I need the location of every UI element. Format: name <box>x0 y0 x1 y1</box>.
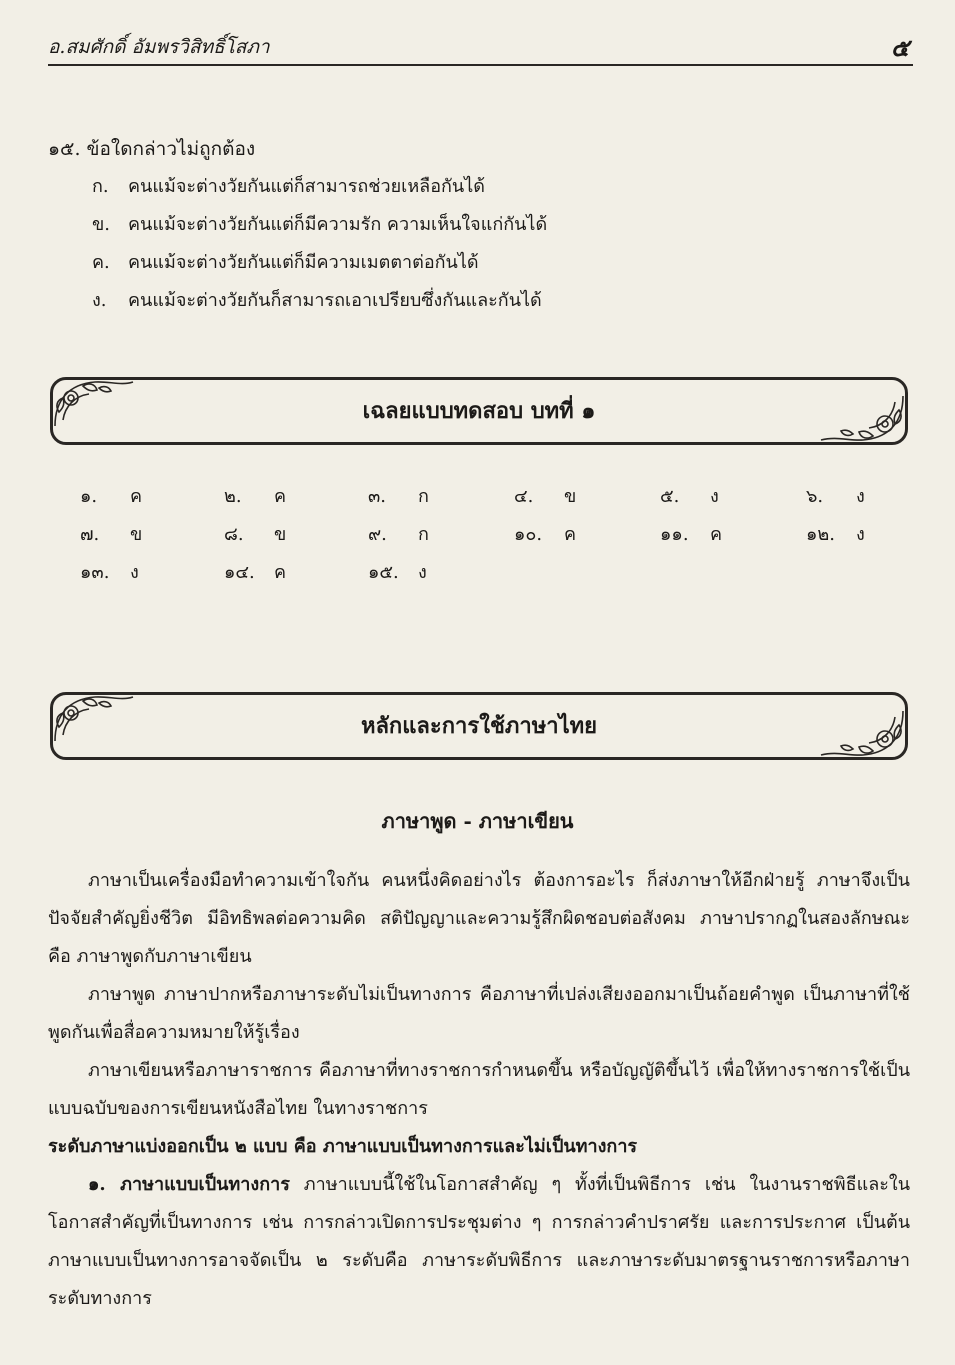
question-stem: ๑๕. ข้อใดกล่าวไม่ถูกต้อง <box>48 138 256 160</box>
answer-row <box>80 520 900 558</box>
option-label: ข. <box>92 214 111 235</box>
header-author: อ.สมศักดิ์ อัมพรวิสิทธิ์โสภา <box>48 36 270 58</box>
answer-key-grid <box>80 482 900 596</box>
paragraph <box>48 1166 910 1318</box>
answer-key-title: เฉลยแบบทดสอบ บทที่ ๑ <box>362 398 596 424</box>
answer-row <box>80 558 900 596</box>
paragraph-heading: ระดับภาษาแบ่งออกเป็น ๒ แบบ คือ ภาษาแบบเป็นทางการและไม่เป็นทางการ <box>48 1136 638 1157</box>
running-header <box>48 28 913 66</box>
answer-cell: ๑. ค <box>80 486 143 507</box>
answer-key-banner <box>50 377 908 445</box>
answer-cell: ๘. ข <box>224 524 287 545</box>
option-label: ง. <box>92 290 107 311</box>
question-option <box>48 172 908 210</box>
section-title-banner <box>50 692 908 760</box>
answer-cell: ๔. ข <box>514 486 577 507</box>
answer-cell: ๗. ข <box>80 524 143 545</box>
answer-cell: ๙. ก <box>368 524 429 545</box>
question-option <box>48 286 908 324</box>
paragraph: ภาษาเขียนหรือภาษาราชการ คือภาษาที่ทางราชการกำหนดขึ้น หรือบัญญัติขึ้นไว้ เพื่อให้ทางราชการใช้เป็นแบบฉบับของการเขียนหนังสือไทย ในทางราชการ <box>48 1060 910 1119</box>
paragraph-text: ภาษาแบบนี้ใช้ในโอกาสสำคัญ ๆ ทั้งที่เป็นพิธีการ เช่น ในงานราชพิธีและในโอกาสสำคัญที่เป็นทางการ เช่น การกล่าวเปิดการประชุมต่าง ๆ การกล่าวคำปราศรัย และการประกาศ เป็นต้น ภาษาแบบเป็นทางการอาจจัดเป็น ๒ ระดับคือ ภาษาระดับพิธีการ และภาษาระดับมาตรฐานราชการหรือภาษาระดับทางการ <box>48 1174 910 1309</box>
paragraph: ภาษาพูด ภาษาปากหรือภาษาระดับไม่เป็นทางการ คือภาษาที่เปล่งเสียงออกมาเป็นถ้อยคำพูด เป็นภาษาที่ใช้พูดกันเพื่อสื่อความหมายให้รู้เรื่อง <box>48 984 910 1043</box>
option-text: คนแม้จะต่างวัยกันก็สามารถเอาเปรียบซึ่งกันและกันได้ <box>128 290 542 311</box>
answer-cell: ๖. ง <box>806 486 865 507</box>
answer-cell: ๑๓. ง <box>80 562 139 583</box>
page-number: ๕ <box>890 33 909 62</box>
option-text: คนแม้จะต่างวัยกันแต่ก็มีความเมตตาต่อกันได้ <box>128 252 479 273</box>
option-text: คนแม้จะต่างวัยกันแต่ก็มีความรัก ความเห็นใจแก่กันได้ <box>128 214 548 235</box>
question-15 <box>48 134 908 324</box>
answer-cell: ๑๒. ง <box>806 524 865 545</box>
answer-cell: ๑๐. ค <box>514 524 577 545</box>
section-title: หลักและการใช้ภาษาไทย <box>360 713 598 739</box>
numbered-heading: ๑. ภาษาแบบเป็นทางการ <box>88 1174 290 1195</box>
section-body <box>48 862 910 1318</box>
answer-cell: ๑๑. ค <box>660 524 723 545</box>
answer-cell: ๑๔. ค <box>224 562 287 583</box>
question-option <box>48 248 908 286</box>
option-label: ค. <box>92 252 110 273</box>
answer-row <box>80 482 900 520</box>
answer-cell: ๕. ง <box>660 486 719 507</box>
option-text: คนแม้จะต่างวัยกันแต่ก็สามารถช่วยเหลือกันได้ <box>128 176 485 197</box>
question-option <box>48 210 908 248</box>
section-subtitle: ภาษาพูด - ภาษาเขียน <box>381 809 574 833</box>
answer-cell: ๒. ค <box>224 486 287 507</box>
answer-cell: ๓. ก <box>368 486 429 507</box>
paragraph: ภาษาเป็นเครื่องมือทำความเข้าใจกัน คนหนึ่งคิดอย่างไร ต้องการอะไร ก็ส่งภาษาให้อีกฝ่ายรู้ ภาษาจึงเป็นปัจจัยสำคัญยิ่งชีวิต มีอิทธิพลต่อความคิด สติปัญญาและความรู้สึกผิดชอบต่อสังคม ภาษาปรากฏในสองลักษณะ คือ ภาษาพูดกับภาษาเขียน <box>48 870 910 967</box>
option-label: ก. <box>92 176 109 197</box>
answer-cell: ๑๕. ง <box>368 562 427 583</box>
